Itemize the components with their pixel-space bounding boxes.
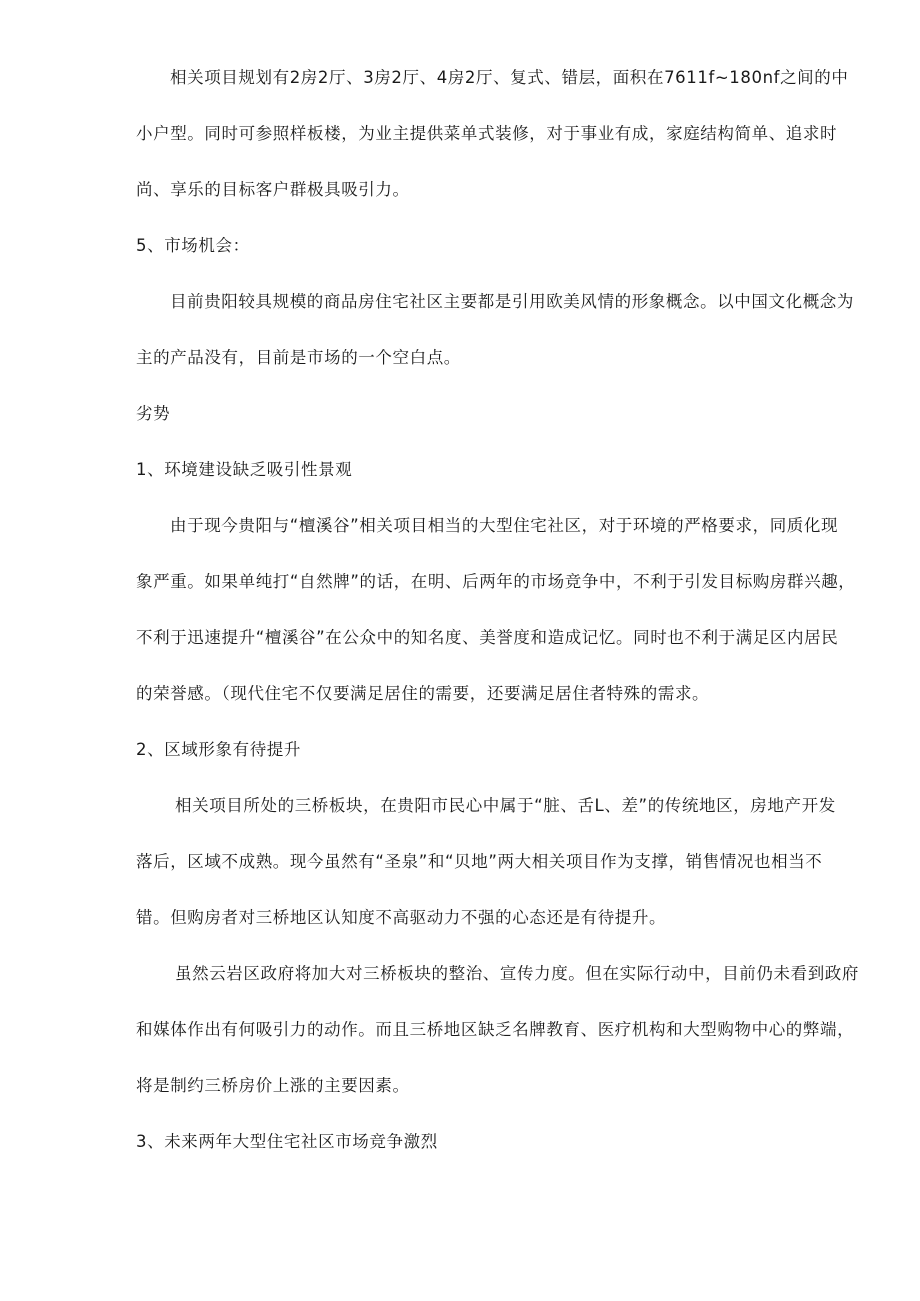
paragraph-line: 相关项目所处的三桥板块，在贵阳市民心中属于“脏、舌L、差”的传统地区，房地产开发	[175, 796, 836, 815]
paragraph-line: 错。但购房者对三桥地区认知度不高驱动力不强的心态还是有待提升。	[136, 908, 667, 927]
paragraph-line: 目前贵阳较具规模的商品房住宅社区主要都是引用欧美风情的形象概念。以中国文化概念为	[170, 292, 854, 311]
section-heading: 2、区域形象有待提升	[136, 740, 301, 759]
section-heading: 劣势	[136, 404, 171, 423]
paragraph-line: 不利于迅速提升“檀溪谷”在公众中的知名度、美誉度和造成记忆。同时也不利于满足区内居民	[136, 628, 839, 647]
paragraph-line: 由于现今贵阳与“檀溪谷”相关项目相当的大型住宅社区，对于环境的严格要求，同质化现	[170, 516, 839, 535]
paragraph-line: 尚、享乐的目标客户群极具吸引力。	[136, 180, 410, 199]
paragraph-line: 小户型。同时可参照样板楼，为业主提供菜单式装修，对于事业有成，家庭结构简单、追求时	[136, 124, 838, 143]
paragraph-line: 象严重。如果单纯打“自然牌”的话，在明、后两年的市场竞争中，不利于引发目标购房群兴趣，	[136, 572, 856, 591]
section-heading: 3、未来两年大型住宅社区市场竞争激烈	[136, 1132, 438, 1151]
section-heading: 1、环境建设缺乏吸引性景观	[136, 460, 353, 479]
paragraph-line: 将是制约三桥房价上涨的主要因素。	[136, 1076, 410, 1095]
paragraph-line: 和媒体作出有何吸引力的动作。而且三桥地区缺乏名牌教育、医疗机构和大型购物中心的弊端，	[136, 1020, 855, 1039]
paragraph-line: 相关项目规划有2房2厅、3房2厅、4房2厅、复式、错层，面积在7611f~180nf之间的中	[170, 68, 849, 87]
paragraph-line: 主的产品没有，目前是市场的一个空白点。	[136, 348, 461, 367]
section-heading: 5、市场机会：	[136, 236, 250, 255]
paragraph-line: 落后，区域不成熟。现今虽然有“圣泉”和“贝地”两大相关项目作为支撑，销售情况也相当不	[136, 852, 823, 871]
paragraph-line: 虽然云岩区政府将加大对三桥板块的整治、宣传力度。但在实际行动中，目前仍未看到政府	[175, 964, 859, 983]
paragraph-line: 的荣誉感。（现代住宅不仅要满足居住的需要，还要满足居住者特殊的需求。	[136, 684, 710, 703]
